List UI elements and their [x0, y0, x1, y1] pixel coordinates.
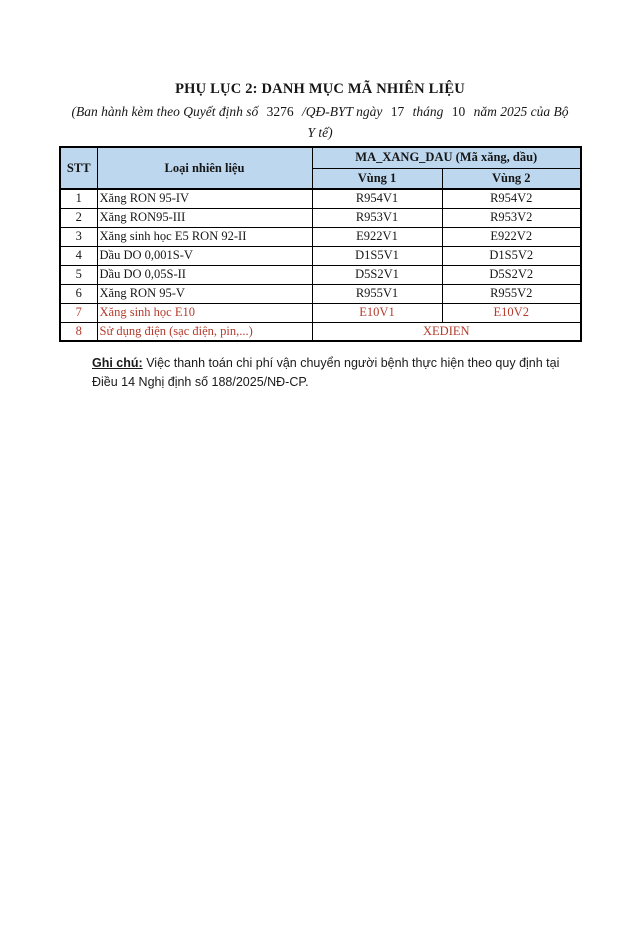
cell-stt: 7 — [60, 303, 97, 322]
cell-stt: 1 — [60, 189, 97, 208]
cell-code-region1: R955V1 — [312, 284, 442, 303]
cell-fuel-name: Xăng RON 95-V — [97, 284, 312, 303]
decision-day: 17 — [390, 104, 405, 119]
fuel-code-table — [59, 146, 582, 342]
subtitle-text: /QĐ-BYT ngày — [301, 104, 383, 119]
cell-fuel-name: Dầu DO 0,001S-V — [97, 246, 312, 265]
col-header-code-group: MA_XANG_DAU (Mã xăng, dầu) — [312, 147, 581, 168]
cell-code-merged: XEDIEN — [312, 322, 581, 341]
cell-code-region1: E10V1 — [312, 303, 442, 322]
cell-fuel-name: Xăng RON95-III — [97, 208, 312, 227]
cell-code-region2: R953V2 — [442, 208, 581, 227]
footnote-line-1 — [92, 354, 570, 373]
table-row — [60, 246, 581, 265]
cell-fuel-name: Dầu DO 0,05S-II — [97, 265, 312, 284]
table-header — [60, 147, 581, 189]
cell-stt: 6 — [60, 284, 97, 303]
table-row — [60, 189, 581, 208]
cell-code-region1: E922V1 — [312, 227, 442, 246]
cell-code-region2: E922V2 — [442, 227, 581, 246]
header-row-main — [60, 147, 581, 168]
decision-month: 10 — [451, 104, 466, 119]
cell-fuel-name: Sử dụng điện (sạc điện, pin,...) — [97, 322, 312, 341]
table-row — [60, 284, 581, 303]
cell-stt: 8 — [60, 322, 97, 341]
cell-code-region2: R954V2 — [442, 189, 581, 208]
table-body — [60, 189, 581, 341]
cell-fuel-name: Xăng RON 95-IV — [97, 189, 312, 208]
col-header-fuel-type: Loại nhiên liệu — [97, 147, 312, 189]
footnote — [92, 354, 570, 392]
table-row — [60, 208, 581, 227]
col-header-region-1: Vùng 1 — [312, 168, 442, 189]
cell-stt: 2 — [60, 208, 97, 227]
subtitle-line-1 — [0, 101, 640, 122]
cell-code-region1: D5S2V1 — [312, 265, 442, 284]
decision-number: 3276 — [266, 104, 294, 119]
subtitle-text: năm 2025 của Bộ — [473, 104, 569, 119]
table-row — [60, 265, 581, 284]
footnote-line-2: Điều 14 Nghị định số 188/2025/NĐ-CP. — [92, 375, 309, 389]
cell-code-region1: R953V1 — [312, 208, 442, 227]
footnote-text: Việc thanh toán chi phí vận chuyển người bệnh thực hiện theo quy định tại — [146, 356, 560, 370]
subtitle-line-2: Y tế) — [307, 125, 333, 140]
issuance-subtitle — [0, 101, 640, 143]
cell-code-region2: E10V2 — [442, 303, 581, 322]
cell-code-region2: R955V2 — [442, 284, 581, 303]
footnote-label: Ghi chú: — [92, 356, 143, 370]
cell-stt: 4 — [60, 246, 97, 265]
col-header-region-2: Vùng 2 — [442, 168, 581, 189]
cell-code-region1: D1S5V1 — [312, 246, 442, 265]
cell-fuel-name: Xăng sinh học E10 — [97, 303, 312, 322]
col-header-stt: STT — [60, 147, 97, 189]
table-row — [60, 227, 581, 246]
subtitle-text: (Ban hành kèm theo Quyết định số — [71, 104, 259, 119]
page-title: PHỤ LỤC 2: DANH MỤC MÃ NHIÊN LIỆU — [175, 81, 465, 97]
table-row-highlight-red — [60, 322, 581, 341]
cell-code-region1: R954V1 — [312, 189, 442, 208]
cell-stt: 5 — [60, 265, 97, 284]
cell-fuel-name: Xăng sinh học E5 RON 92-II — [97, 227, 312, 246]
subtitle-text: tháng — [412, 104, 444, 119]
cell-code-region2: D5S2V2 — [442, 265, 581, 284]
cell-stt: 3 — [60, 227, 97, 246]
cell-code-region2: D1S5V2 — [442, 246, 581, 265]
table-row-highlight-red — [60, 303, 581, 322]
